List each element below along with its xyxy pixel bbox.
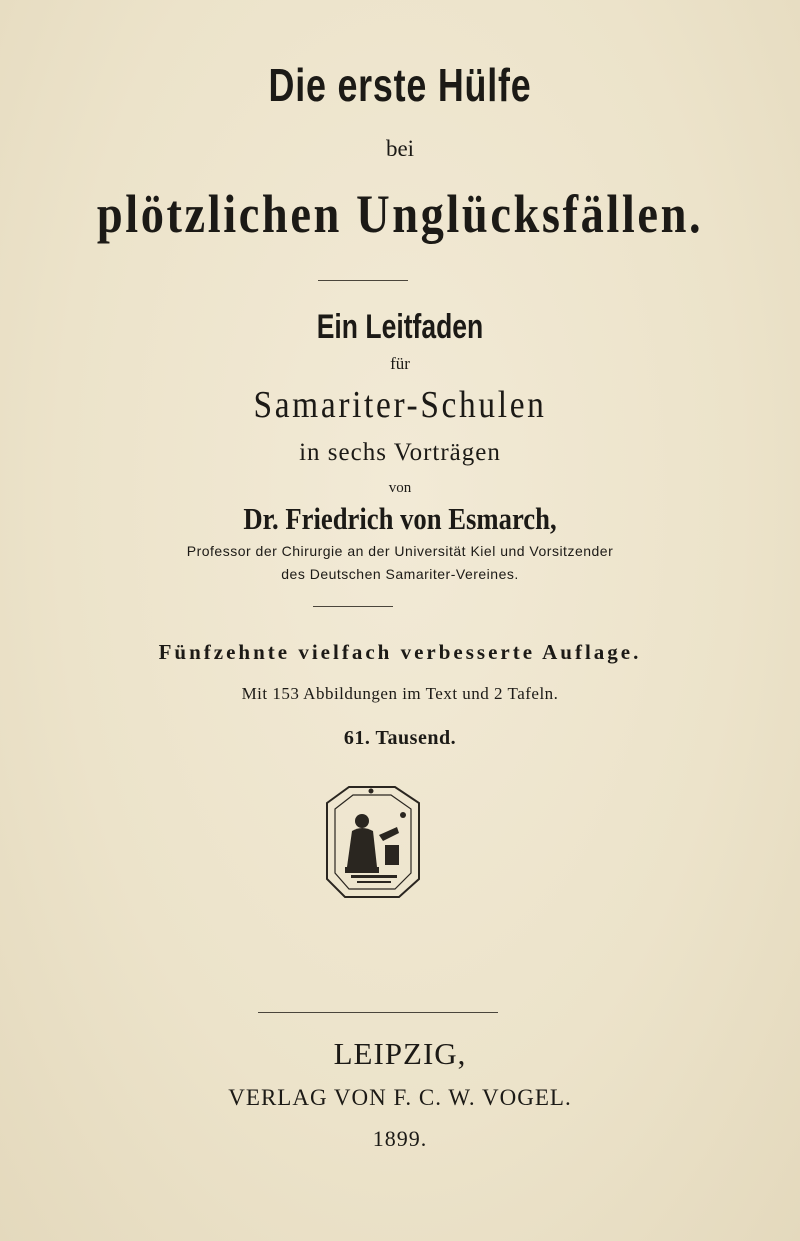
author-affiliation-line1: Professor der Chirurgie an der Universität Kiel und Vorsitzender: [186, 543, 614, 559]
divider-rule: [258, 1012, 498, 1013]
publisher-name: VERLAG VON F. C. W. VOGEL.: [228, 1085, 572, 1110]
publication-year: 1899.: [372, 1126, 428, 1151]
edition-illustrations: Mit 153 Abbildungen im Text und 2 Tafeln.: [241, 684, 559, 703]
divider-rule: [318, 280, 408, 281]
subtitle-heading: Ein Leitfaden: [316, 308, 484, 346]
subtitle-format: in sechs Vorträgen: [299, 439, 501, 466]
author-name: Dr. Friedrich von Esmarch,: [243, 501, 557, 536]
main-title-line2: plötzlichen Unglücksfällen.: [96, 184, 704, 244]
divider-rule: [313, 606, 393, 607]
author-affiliation-line2: des Deutschen Samariter-Vereines.: [281, 566, 519, 582]
title-connector: bei: [385, 136, 415, 161]
subtitle-for-word: für: [390, 354, 410, 373]
publisher-emblem-icon: [307, 775, 437, 905]
subtitle-audience: Samariter-Schulen: [253, 384, 547, 426]
publisher-city: LEIPZIG,: [333, 1036, 467, 1071]
edition-label: Fünfzehnte vielfach verbesserte Auflage.: [158, 640, 642, 664]
edition-printing: 61. Tausend.: [343, 727, 457, 749]
author-by-word: von: [388, 480, 412, 496]
main-title-line1: Die erste Hülfe: [268, 59, 532, 111]
